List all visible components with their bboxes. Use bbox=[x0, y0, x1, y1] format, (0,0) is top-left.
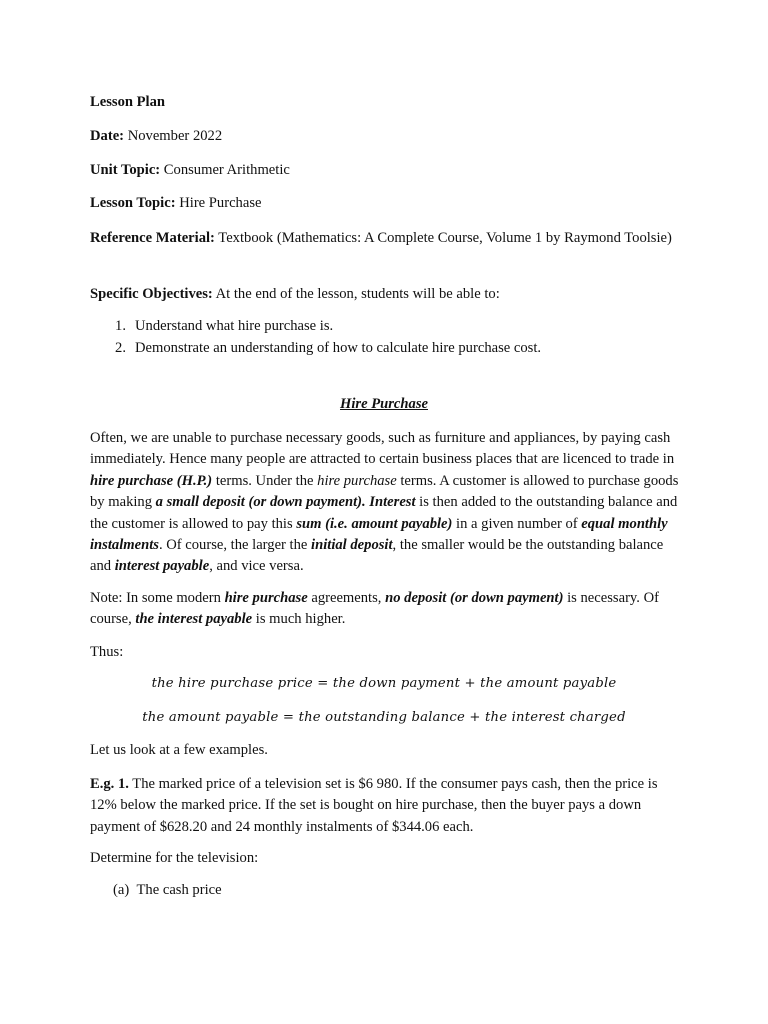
text-run: is then added to the outstanding balance and the customer is allowed to pay this bbox=[90, 494, 678, 532]
specific-objectives-value: At the end of the lesson, students will be able to: bbox=[212, 286, 500, 302]
section-title bbox=[0, 394, 768, 415]
specific-objectives-line bbox=[90, 284, 680, 305]
text-run: , the smaller would be the outstanding balance and bbox=[90, 537, 664, 575]
emphasis-run: hire purchase (H.P.) bbox=[90, 472, 213, 489]
formula-hire-purchase-price bbox=[0, 673, 768, 694]
examples-intro bbox=[90, 740, 680, 761]
text-run: agreements, bbox=[307, 590, 386, 606]
emphasis-run: no deposit (or down payment) bbox=[385, 590, 564, 606]
lesson-topic-label: Lesson Topic: bbox=[90, 195, 176, 211]
lesson-topic-line bbox=[90, 193, 680, 214]
list-item-text: Demonstrate an understanding of how to calculate hire purchase cost. bbox=[135, 340, 542, 357]
text-run: , and vice versa. bbox=[209, 558, 304, 575]
example-1 bbox=[90, 774, 680, 838]
specific-objectives-label: Specific Objectives: bbox=[90, 286, 213, 302]
formula-amount-payable bbox=[0, 707, 768, 728]
emphasis-run: interest payable bbox=[114, 558, 210, 575]
date-line bbox=[90, 126, 680, 147]
list-item bbox=[90, 316, 680, 337]
text-run: terms. Under the bbox=[212, 472, 318, 489]
reference-material-line bbox=[90, 228, 680, 249]
list-item-number: 2. bbox=[115, 340, 126, 357]
emphasis-run: the interest payable bbox=[135, 611, 253, 628]
example-text: The marked price of a television set is $6 980. If the consumer pays cash, then the price is 12% below the marked price. If the set is bought on hire purchase, then the buyer pays a down payment of $628.20 and 24 monthly instalments of $344.06 each. bbox=[90, 776, 658, 835]
text-run: in a given number of bbox=[452, 515, 582, 532]
list-item-text: Understand what hire purchase is. bbox=[135, 318, 334, 334]
paragraph-hire-purchase-definition bbox=[90, 428, 680, 578]
unit-topic-line bbox=[90, 160, 680, 181]
examples-intro-text: Let us look at a few examples. bbox=[90, 742, 268, 758]
emphasis-run: initial deposit bbox=[311, 537, 393, 554]
list-item bbox=[90, 338, 680, 359]
date-label: Date: bbox=[90, 128, 125, 144]
lesson-topic-value: Hire Purchase bbox=[175, 195, 262, 211]
text-run: terms. A customer is allowed to purchase goods by making bbox=[90, 472, 679, 511]
lesson-plan-heading: Lesson Plan bbox=[90, 94, 166, 110]
formula-text: the amount payable = the outstanding balance + the interest charged bbox=[142, 710, 626, 725]
italic-run: hire purchase bbox=[317, 472, 397, 489]
paragraph-note bbox=[90, 588, 680, 631]
text-run: . Of course, the larger the bbox=[158, 537, 312, 554]
section-title-text: Hire Purchase bbox=[340, 396, 428, 412]
formula-text: the hire purchase price = the down payment + the amount payable bbox=[151, 676, 617, 691]
example-label: E.g. 1. bbox=[90, 776, 129, 792]
thus-text: Thus: bbox=[90, 644, 124, 660]
emphasis-run: hire purchase bbox=[224, 590, 308, 606]
text-run: is necessary. Of course, bbox=[90, 590, 659, 628]
text-run: Often, we are unable to purchase necessary goods, such as furniture and appliances, by paying cash immediately. Hence many people are attracted to certain business places that are licenced to trade in bbox=[90, 430, 675, 468]
determine-text: Determine for the television: bbox=[90, 850, 259, 866]
part-a-label: (a) bbox=[113, 882, 130, 898]
text-run: is much higher. bbox=[252, 611, 346, 628]
reference-material-value: Textbook (Mathematics: A Complete Course, Volume 1 by Raymond Toolsie) bbox=[214, 230, 672, 246]
unit-topic-value: Consumer Arithmetic bbox=[160, 162, 290, 178]
list-item-number: 1. bbox=[115, 318, 126, 334]
part-a bbox=[113, 880, 222, 901]
doc-heading bbox=[90, 92, 680, 113]
objectives-list bbox=[90, 316, 680, 360]
determine-line bbox=[90, 848, 680, 869]
unit-topic-label: Unit Topic: bbox=[90, 162, 161, 178]
thus-label bbox=[90, 642, 680, 663]
date-value: November 2022 bbox=[124, 128, 223, 144]
reference-material-label: Reference Material: bbox=[90, 230, 215, 246]
emphasis-run: equal monthly instalments bbox=[90, 515, 668, 554]
text-run: Note: In some modern bbox=[90, 590, 225, 606]
emphasis-run: sum (i.e. amount payable) bbox=[296, 515, 453, 532]
emphasis-run: a small deposit (or down payment). Interest bbox=[155, 494, 416, 511]
part-a-text: The cash price bbox=[136, 882, 222, 898]
